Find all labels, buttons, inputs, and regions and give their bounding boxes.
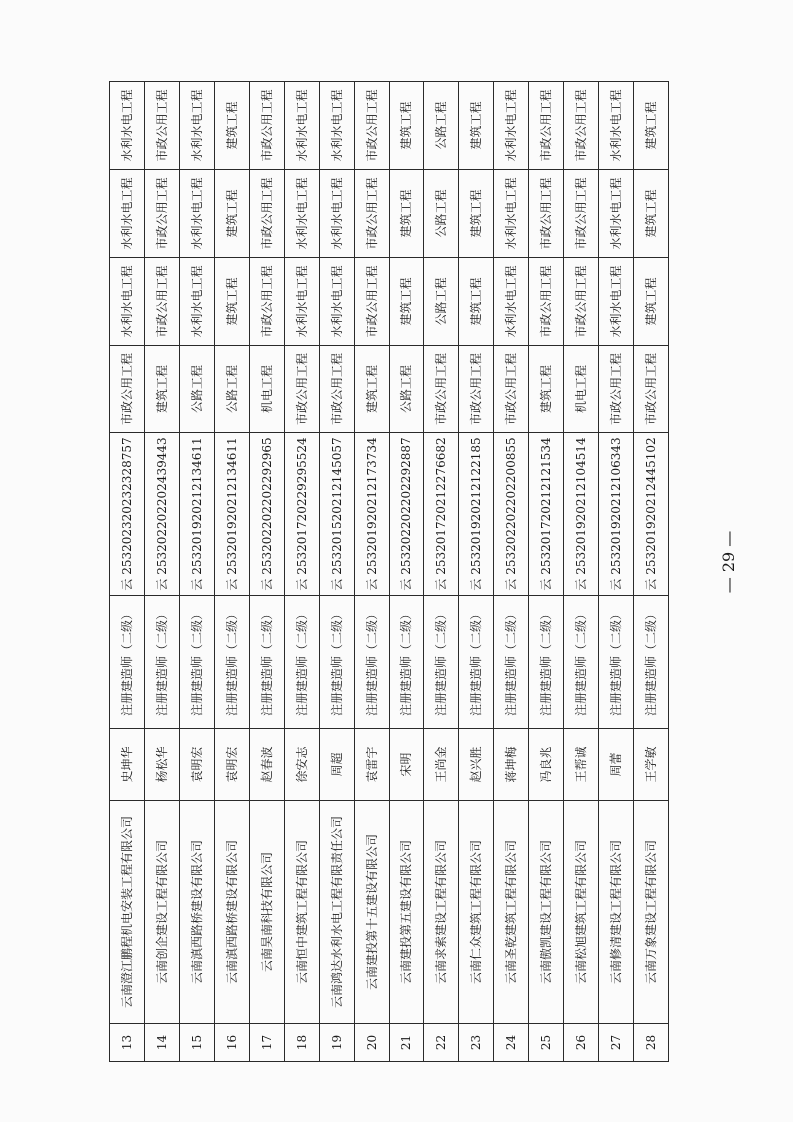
- company-name-cell: 云南澄江鹏程机电安装工程有限公司: [110, 801, 145, 1024]
- company-name-cell: 云南万象建设工程有限公司: [634, 801, 669, 1024]
- qualification-cell: 注册建造师（二级）: [459, 596, 494, 729]
- company-name-cell: 云南修清建设工程有限公司: [599, 801, 634, 1024]
- specialty-cell: 建筑工程: [214, 258, 249, 346]
- specialty-cell: 市政公用工程: [144, 82, 179, 170]
- certificate-number-cell: 云 253201920212104514: [564, 433, 599, 596]
- company-name-cell: 云南恒中建筑工程有限公司: [284, 801, 319, 1024]
- table-row: [354, 82, 389, 1062]
- specialty-cell: 市政公用工程: [144, 170, 179, 258]
- certificate-number-cell: 云 253201720212276682: [424, 433, 459, 596]
- company-name-cell: 云南建投第五建设有限公司: [389, 801, 424, 1024]
- certificate-number-cell: 云 253201920212122185: [459, 433, 494, 596]
- company-name-cell: 云南傲凯建设工程有限公司: [529, 801, 564, 1024]
- qualification-cell: 注册建造师（二级）: [249, 596, 284, 729]
- row-number-cell: 25: [529, 1024, 564, 1062]
- specialty-cell: 市政公用工程: [599, 346, 634, 433]
- table-row: [214, 82, 249, 1062]
- qualification-cell: 注册建造师（二级）: [389, 596, 424, 729]
- person-name-cell: 袁明宏: [214, 729, 249, 801]
- specialty-cell: 水利水电工程: [110, 170, 145, 258]
- specialty-cell: 水利水电工程: [179, 82, 214, 170]
- company-name-cell: 云南松旭建筑工程有限公司: [564, 801, 599, 1024]
- person-name-cell: 袁明宏: [179, 729, 214, 801]
- table-row: [529, 82, 564, 1062]
- qualification-cell: 注册建造师（二级）: [110, 596, 145, 729]
- person-name-cell: 杨松华: [144, 729, 179, 801]
- specialty-cell: 市政公用工程: [494, 346, 529, 433]
- row-number-cell: 16: [214, 1024, 249, 1062]
- specialty-cell: 公路工程: [214, 346, 249, 433]
- qualification-cell: 注册建造师（二级）: [564, 596, 599, 729]
- specialty-cell: 水利水电工程: [284, 170, 319, 258]
- certificate-number-cell: 云 253201920212106343: [599, 433, 634, 596]
- company-name-cell: 云南圣乾建筑工程有限公司: [494, 801, 529, 1024]
- certificate-number-cell: 云 253202202202439443: [144, 433, 179, 596]
- certificate-number-cell: 云 253201920212173734: [354, 433, 389, 596]
- row-number-cell: 23: [459, 1024, 494, 1062]
- table-row: [284, 82, 319, 1062]
- row-number-cell: 13: [110, 1024, 145, 1062]
- certificate-number-cell: 云 253201520212145057: [319, 433, 354, 596]
- certificate-number-cell: 云 253201720212121534: [529, 433, 564, 596]
- qualification-cell: 注册建造师（二级）: [424, 596, 459, 729]
- specialty-cell: 水利水电工程: [494, 82, 529, 170]
- table-row: [144, 82, 179, 1062]
- specialty-cell: 建筑工程: [214, 170, 249, 258]
- table-row: [179, 82, 214, 1062]
- company-name-cell: 云南滇西路桥建设有限公司: [214, 801, 249, 1024]
- qualification-cell: 注册建造师（二级）: [494, 596, 529, 729]
- specialty-cell: 公路工程: [424, 258, 459, 346]
- specialty-cell: 水利水电工程: [179, 170, 214, 258]
- specialty-cell: 市政公用工程: [354, 170, 389, 258]
- specialty-cell: 水利水电工程: [179, 258, 214, 346]
- certificate-number-cell: 云 253201920212134611: [179, 433, 214, 596]
- specialty-cell: 水利水电工程: [599, 170, 634, 258]
- qualification-cell: 注册建造师（二级）: [284, 596, 319, 729]
- qualification-cell: 注册建造师（二级）: [179, 596, 214, 729]
- person-name-cell: 王尚金: [424, 729, 459, 801]
- specialty-cell: 建筑工程: [634, 170, 669, 258]
- specialty-cell: 市政公用工程: [564, 82, 599, 170]
- specialty-cell: 市政公用工程: [284, 346, 319, 433]
- registration-table: [109, 81, 669, 1062]
- specialty-cell: 公路工程: [389, 346, 424, 433]
- specialty-cell: 水利水电工程: [599, 82, 634, 170]
- qualification-cell: 注册建造师（二级）: [144, 596, 179, 729]
- specialty-cell: 建筑工程: [354, 346, 389, 433]
- row-number-cell: 17: [249, 1024, 284, 1062]
- table-row: [319, 82, 354, 1062]
- specialty-cell: 水利水电工程: [110, 258, 145, 346]
- certificate-number-cell: 云 253202320232328757: [110, 433, 145, 596]
- specialty-cell: 市政公用工程: [319, 346, 354, 433]
- certificate-number-cell: 云 253201920212445102: [634, 433, 669, 596]
- specialty-cell: 建筑工程: [634, 258, 669, 346]
- person-name-cell: 周蕾: [599, 729, 634, 801]
- company-name-cell: 云南仁众建筑工程有限公司: [459, 801, 494, 1024]
- company-name-cell: 云南求索建设工程有限公司: [424, 801, 459, 1024]
- specialty-cell: 市政公用工程: [564, 170, 599, 258]
- certificate-number-cell: 云 253202202202292965: [249, 433, 284, 596]
- table-row: [110, 82, 145, 1062]
- specialty-cell: 建筑工程: [634, 82, 669, 170]
- table-row: [249, 82, 284, 1062]
- table-row: [459, 82, 494, 1062]
- specialty-cell: 市政公用工程: [634, 346, 669, 433]
- specialty-cell: 市政公用工程: [529, 258, 564, 346]
- specialty-cell: 建筑工程: [459, 82, 494, 170]
- row-number-cell: 22: [424, 1024, 459, 1062]
- qualification-cell: 注册建造师（二级）: [634, 596, 669, 729]
- table-row: [599, 82, 634, 1062]
- person-name-cell: 王帮诚: [564, 729, 599, 801]
- company-name-cell: 云南滇西路桥建设有限公司: [179, 801, 214, 1024]
- table-row: [494, 82, 529, 1062]
- specialty-cell: 机电工程: [249, 346, 284, 433]
- specialty-cell: 市政公用工程: [249, 258, 284, 346]
- row-number-cell: 14: [144, 1024, 179, 1062]
- qualification-cell: 注册建造师（二级）: [319, 596, 354, 729]
- specialty-cell: 建筑工程: [459, 258, 494, 346]
- certificate-number-cell: 云 253201920212134611: [214, 433, 249, 596]
- specialty-cell: 建筑工程: [144, 346, 179, 433]
- specialty-cell: 市政公用工程: [110, 346, 145, 433]
- specialty-cell: 市政公用工程: [564, 258, 599, 346]
- row-number-cell: 19: [319, 1024, 354, 1062]
- specialty-cell: 建筑工程: [389, 82, 424, 170]
- company-name-cell: 云南创企建设工程有限公司: [144, 801, 179, 1024]
- specialty-cell: 建筑工程: [389, 170, 424, 258]
- person-name-cell: 赵兴胜: [459, 729, 494, 801]
- qualification-cell: 注册建造师（二级）: [354, 596, 389, 729]
- specialty-cell: 公路工程: [424, 82, 459, 170]
- specialty-cell: 水利水电工程: [319, 82, 354, 170]
- table-row: [389, 82, 424, 1062]
- row-number-cell: 27: [599, 1024, 634, 1062]
- certificate-number-cell: 云 253202202202292887: [389, 433, 424, 596]
- person-name-cell: 袁雷宇: [354, 729, 389, 801]
- specialty-cell: 市政公用工程: [354, 258, 389, 346]
- specialty-cell: 建筑工程: [389, 258, 424, 346]
- specialty-cell: 公路工程: [424, 170, 459, 258]
- person-name-cell: 徐安志: [284, 729, 319, 801]
- company-name-cell: 云南昊南科技有限公司: [249, 801, 284, 1024]
- person-name-cell: 宋明: [389, 729, 424, 801]
- person-name-cell: 周超: [319, 729, 354, 801]
- row-number-cell: 26: [564, 1024, 599, 1062]
- row-number-cell: 21: [389, 1024, 424, 1062]
- specialty-cell: 市政公用工程: [529, 170, 564, 258]
- specialty-cell: 市政公用工程: [529, 82, 564, 170]
- table-row: [634, 82, 669, 1062]
- qualification-cell: 注册建造师（二级）: [529, 596, 564, 729]
- specialty-cell: 水利水电工程: [319, 170, 354, 258]
- person-name-cell: 冯良兆: [529, 729, 564, 801]
- specialty-cell: 水利水电工程: [494, 258, 529, 346]
- certificate-number-cell: 云 253201720229295524: [284, 433, 319, 596]
- specialty-cell: 建筑工程: [529, 346, 564, 433]
- specialty-cell: 水利水电工程: [284, 82, 319, 170]
- specialty-cell: 水利水电工程: [494, 170, 529, 258]
- specialty-cell: 市政公用工程: [424, 346, 459, 433]
- person-name-cell: 蒋坤梅: [494, 729, 529, 801]
- specialty-cell: 市政公用工程: [354, 82, 389, 170]
- specialty-cell: 水利水电工程: [319, 258, 354, 346]
- table-row: [564, 82, 599, 1062]
- specialty-cell: 机电工程: [564, 346, 599, 433]
- specialty-cell: 公路工程: [179, 346, 214, 433]
- specialty-cell: 水利水电工程: [599, 258, 634, 346]
- specialty-cell: 市政公用工程: [249, 82, 284, 170]
- person-name-cell: 王学敏: [634, 729, 669, 801]
- specialty-cell: 市政公用工程: [249, 170, 284, 258]
- certificate-number-cell: 云 253202202202200855: [494, 433, 529, 596]
- row-number-cell: 18: [284, 1024, 319, 1062]
- specialty-cell: 市政公用工程: [459, 346, 494, 433]
- qualification-cell: 注册建造师（二级）: [214, 596, 249, 729]
- specialty-cell: 水利水电工程: [284, 258, 319, 346]
- table-row: [424, 82, 459, 1062]
- row-number-cell: 15: [179, 1024, 214, 1062]
- company-name-cell: 云南鸿达水利水电工程有限责任公司: [319, 801, 354, 1024]
- specialty-cell: 水利水电工程: [110, 82, 145, 170]
- row-number-cell: 28: [634, 1024, 669, 1062]
- specialty-cell: 建筑工程: [214, 82, 249, 170]
- page-number: — 29 —: [718, 530, 738, 594]
- specialty-cell: 建筑工程: [459, 170, 494, 258]
- rotated-page-content: [109, 82, 669, 1062]
- qualification-cell: 注册建造师（二级）: [599, 596, 634, 729]
- company-name-cell: 云南建投第十五建设有限公司: [354, 801, 389, 1024]
- person-name-cell: 赵春波: [249, 729, 284, 801]
- person-name-cell: 史坤华: [110, 729, 145, 801]
- row-number-cell: 24: [494, 1024, 529, 1062]
- row-number-cell: 20: [354, 1024, 389, 1062]
- specialty-cell: 市政公用工程: [144, 258, 179, 346]
